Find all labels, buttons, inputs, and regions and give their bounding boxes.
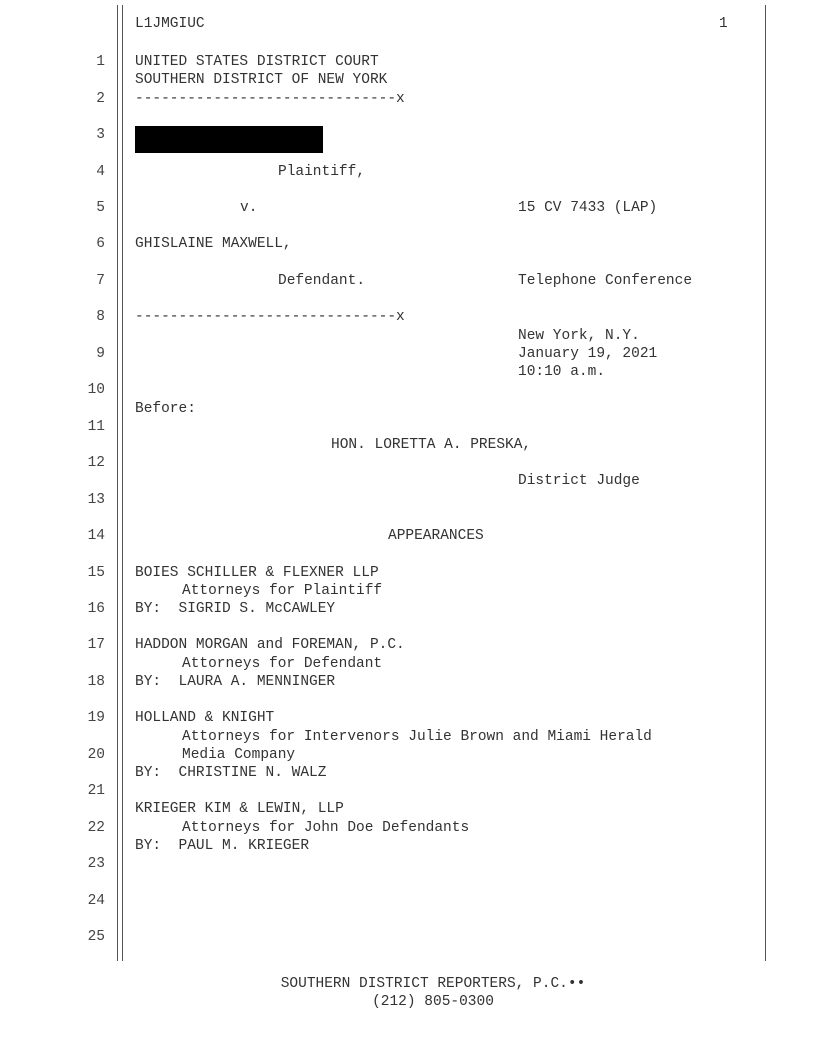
attorney-role: Attorneys for Defendant: [182, 656, 383, 672]
caption-divider-top: ------------------------------x: [135, 91, 405, 107]
line-number: 7: [96, 273, 105, 289]
attorney-name: BY: PAUL M. KRIEGER: [135, 838, 310, 854]
appearances-heading: APPEARANCES: [388, 528, 484, 544]
firm-name: BOIES SCHILLER & FLEXNER LLP: [135, 565, 379, 581]
redacted-plaintiff-name: [135, 126, 323, 153]
line-number: 8: [96, 309, 105, 325]
line-number: 13: [87, 492, 105, 508]
line-number: 23: [87, 856, 105, 872]
hearing-location: New York, N.Y.: [518, 328, 640, 344]
firm-name: KRIEGER KIM & LEWIN, LLP: [135, 801, 344, 817]
line-number: 24: [87, 893, 105, 909]
firm-name: HADDON MORGAN and FOREMAN, P.C.: [135, 637, 405, 653]
line-number: 21: [87, 783, 105, 799]
line-number: 9: [96, 346, 105, 362]
attorney-name: BY: CHRISTINE N. WALZ: [135, 765, 327, 781]
attorney-role: Attorneys for Intervenors Julie Brown and Miami Herald: [182, 729, 652, 745]
line-number: 14: [87, 528, 105, 544]
line-number: 20: [87, 747, 105, 763]
line-number: 11: [87, 419, 105, 435]
line-number: 2: [96, 91, 105, 107]
line-number: 6: [96, 236, 105, 252]
line-number: 1: [96, 54, 105, 70]
case-number: 15 CV 7433 (LAP): [518, 200, 658, 216]
line-number: 5: [96, 200, 105, 216]
defendant-name: GHISLAINE MAXWELL,: [135, 236, 292, 252]
proceeding-type: Telephone Conference: [518, 273, 693, 289]
reporter-name: SOUTHERN DISTRICT REPORTERS, P.C.••: [280, 976, 586, 992]
attorney-role: Attorneys for Plaintiff: [182, 583, 383, 599]
attorney-name: BY: SIGRID S. McCAWLEY: [135, 601, 336, 617]
left-margin-rule-inner: [122, 5, 123, 961]
hearing-time: 10:10 a.m.: [518, 364, 606, 380]
versus-label: v.: [240, 200, 258, 216]
line-number: 16: [87, 601, 105, 617]
line-number: 22: [87, 820, 105, 836]
court-name: UNITED STATES DISTRICT COURT: [135, 54, 379, 70]
line-number: 12: [87, 455, 105, 471]
hearing-date: January 19, 2021: [518, 346, 658, 362]
judge-name: HON. LORETTA A. PRESKA,: [331, 437, 532, 453]
caption-divider-bottom: ------------------------------x: [135, 309, 405, 325]
line-number: 15: [87, 565, 105, 581]
line-number: 19: [87, 710, 105, 726]
judge-title: District Judge: [518, 473, 640, 489]
document-code: L1JMGIUC: [135, 16, 205, 32]
attorney-role: Attorneys for John Doe Defendants: [182, 820, 470, 836]
page-number: 1: [719, 16, 728, 32]
right-margin-rule: [765, 5, 766, 961]
firm-name: HOLLAND & KNIGHT: [135, 710, 275, 726]
attorney-role-continued: Media Company: [182, 747, 296, 763]
line-number: 4: [96, 164, 105, 180]
line-number: 17: [87, 637, 105, 653]
line-number: 25: [87, 929, 105, 945]
reporter-phone: (212) 805-0300: [372, 994, 494, 1010]
defendant-label: Defendant.: [278, 273, 366, 289]
left-margin-rule-outer: [117, 5, 118, 961]
line-number: 18: [87, 674, 105, 690]
plaintiff-label: Plaintiff,: [278, 164, 366, 180]
line-number: 3: [96, 127, 105, 143]
before-label: Before:: [135, 401, 196, 417]
line-number: 10: [87, 382, 105, 398]
attorney-name: BY: LAURA A. MENNINGER: [135, 674, 336, 690]
court-district: SOUTHERN DISTRICT OF NEW YORK: [135, 72, 388, 88]
